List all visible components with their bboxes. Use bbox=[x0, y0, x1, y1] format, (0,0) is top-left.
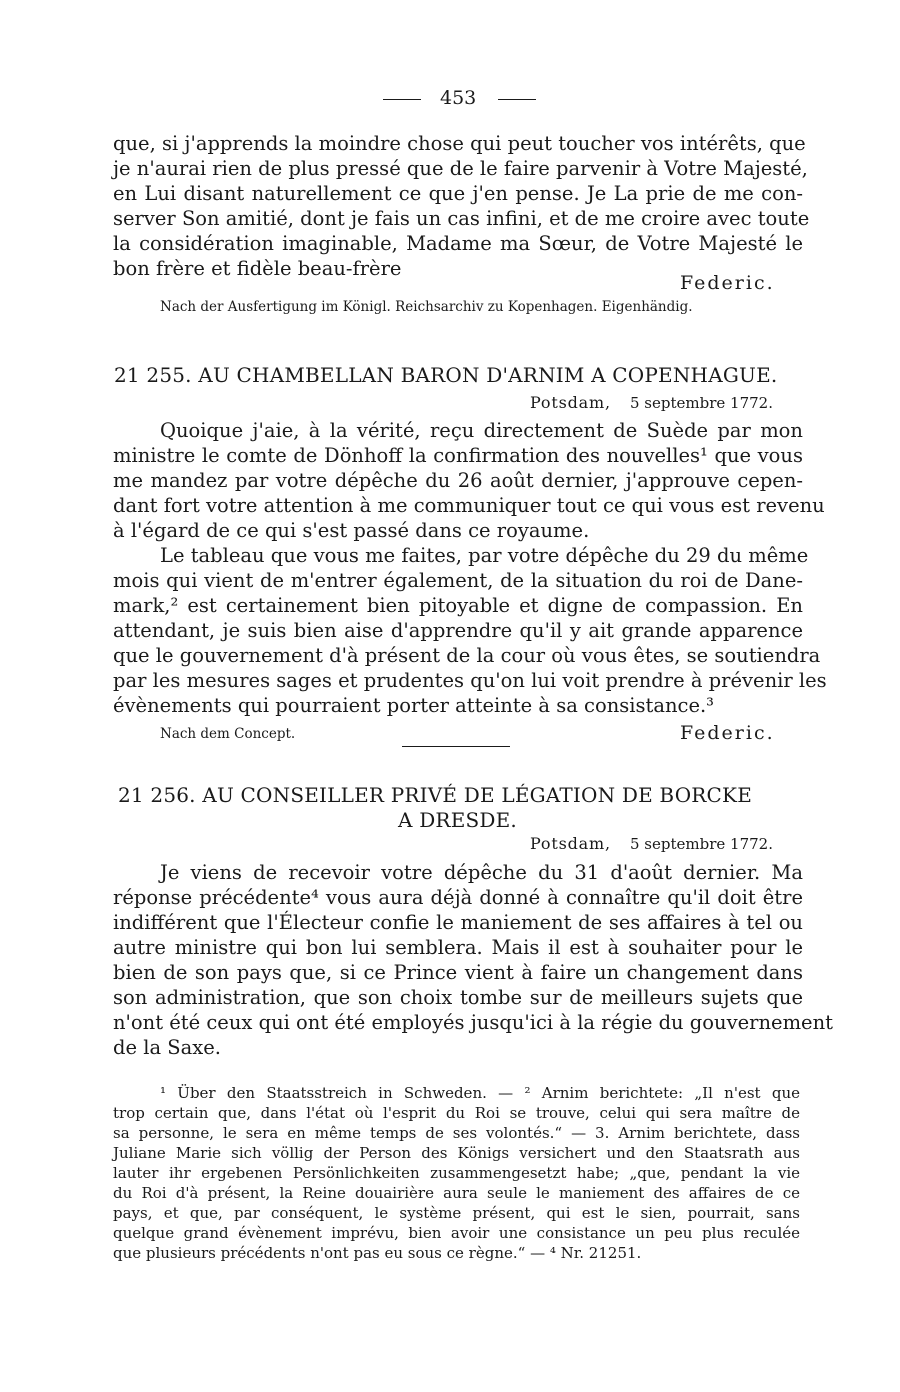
text-line: Je viens de recevoir votre dépêche du 31 d'août dernier. Ma bbox=[160, 861, 803, 884]
text-line: mois qui vient de m'entrer également, de la situation du roi de Dane- bbox=[113, 569, 803, 592]
text-line: par les mesures sages et prudentes qu'on lui voit prendre à prévenir les bbox=[113, 669, 827, 692]
text-line: Le tableau que vous me faites, par votre dépêche du 29 du même bbox=[160, 544, 809, 567]
text-line: me mandez par votre dépêche du 26 août dernier, j'approuve cepen- bbox=[113, 469, 803, 492]
letter-date: 5 septembre 1772. bbox=[630, 394, 773, 412]
text-line: indifférent que l'Électeur confie le maniement de ses affaires à tel ou bbox=[113, 911, 803, 934]
text-line: à l'égard de ce qui s'est passé dans ce royaume. bbox=[113, 519, 590, 542]
text-line: que le gouvernement d'à présent de la cour où vous êtes, se soutiendra bbox=[113, 644, 821, 667]
text-line: en Lui disant naturellement ce que j'en pense. Je La prie de me con- bbox=[113, 182, 803, 205]
text-line: réponse précédente⁴ vous aura déjà donné à connaître qu'il doit être bbox=[113, 886, 803, 909]
text-line: de la Saxe. bbox=[113, 1036, 222, 1059]
text-line: mark,² est certainement bien pitoyable et digne de compassion. En bbox=[113, 594, 803, 617]
text-line: autre ministre qui bon lui semblera. Mais il est à souhaiter pour le bbox=[113, 936, 803, 959]
footnote-line: quelque grand évènement imprévu, bien avoir une consistance un peu plus reculée bbox=[113, 1224, 800, 1242]
section-rule bbox=[402, 746, 510, 747]
source-note: Nach dem Concept. bbox=[160, 726, 296, 742]
text-line: n'ont été ceux qui ont été employés jusqu'ici à la régie du gouvernement bbox=[113, 1011, 833, 1034]
text-line: Quoique j'aie, à la vérité, reçu directement de Suède par mon bbox=[160, 419, 803, 442]
text-line: que, si j'apprends la moindre chose qui peut toucher vos intérêts, que bbox=[113, 132, 806, 155]
page-number: 453 bbox=[440, 87, 477, 109]
signature: Federic. bbox=[680, 722, 775, 744]
text-line: bon frère et fidèle beau-frère bbox=[113, 257, 402, 280]
footnote-line: ¹ Über den Staatsstreich in Schweden. — ² Arnim berichtete: „Il n'est que bbox=[160, 1084, 800, 1102]
letter-heading-line2: A DRESDE. bbox=[398, 808, 517, 832]
text-line: dant fort votre attention à me communiquer tout ce qui vous est revenu bbox=[113, 494, 825, 517]
text-line: attendant, je suis bien aise d'apprendre qu'il y ait grande apparence bbox=[113, 619, 803, 642]
signature: Federic. bbox=[680, 272, 775, 294]
footnote-line: que plusieurs précédents n'ont pas eu sous ce règne.“ — ⁴ Nr. 21251. bbox=[113, 1244, 642, 1262]
text-line: son administration, que son choix tombe sur de meilleurs sujets que bbox=[113, 986, 803, 1009]
text-line: server Son amitié, dont je fais un cas infini, et de me croire avec toute bbox=[113, 207, 810, 230]
letter-place: Potsdam, bbox=[530, 393, 611, 412]
footnote-line: sa personne, le sera en même temps de ses volontés.“ — 3. Arnim berichtete, dass bbox=[113, 1124, 800, 1142]
footnote-line: lauter ihr ergebenen Persönlichkeiten zusammengesetzt habe; „que, pendant la vie bbox=[113, 1164, 800, 1182]
footnote-line: Juliane Marie sich völlig der Person des Königs versichert und den Staatsrath aus bbox=[113, 1144, 800, 1162]
letter-date: 5 septembre 1772. bbox=[630, 835, 773, 853]
footnote-line: du Roi d'à présent, la Reine douairière aura seule le maniement des affaires de ce bbox=[113, 1184, 800, 1202]
text-line: ministre le comte de Dönhoff la confirmation des nouvelles¹ que vous bbox=[113, 444, 803, 467]
source-note: Nach der Ausfertigung im Königl. Reichsarchiv zu Kopenhagen. Eigenhändig. bbox=[160, 299, 693, 315]
footnote-line: pays, et que, par conséquent, le système présent, qui est le sien, pourrait, sans bbox=[113, 1204, 800, 1222]
text-line: je n'aurai rien de plus pressé que de le faire parvenir à Votre Majesté, bbox=[113, 157, 808, 180]
footnote-line: trop certain que, dans l'état où l'esprit du Roi se trouve, celui qui sera maître de bbox=[113, 1104, 800, 1122]
text-line: évènements qui pourraient porter atteinte à sa consistance.³ bbox=[113, 694, 714, 717]
letter-heading: 21 256. AU CONSEILLER PRIVÉ DE LÉGATION DE BORCKE bbox=[118, 783, 752, 807]
text-line: bien de son pays que, si ce Prince vient à faire un changement dans bbox=[113, 961, 803, 984]
page-number-dash-left bbox=[383, 99, 421, 100]
letter-place: Potsdam, bbox=[530, 834, 611, 853]
page-number-dash-right bbox=[498, 99, 536, 100]
letter-heading: 21 255. AU CHAMBELLAN BARON D'ARNIM A COPENHAGUE. bbox=[114, 363, 778, 387]
text-line: la considération imaginable, Madame ma Sœur, de Votre Majesté le bbox=[113, 232, 803, 255]
